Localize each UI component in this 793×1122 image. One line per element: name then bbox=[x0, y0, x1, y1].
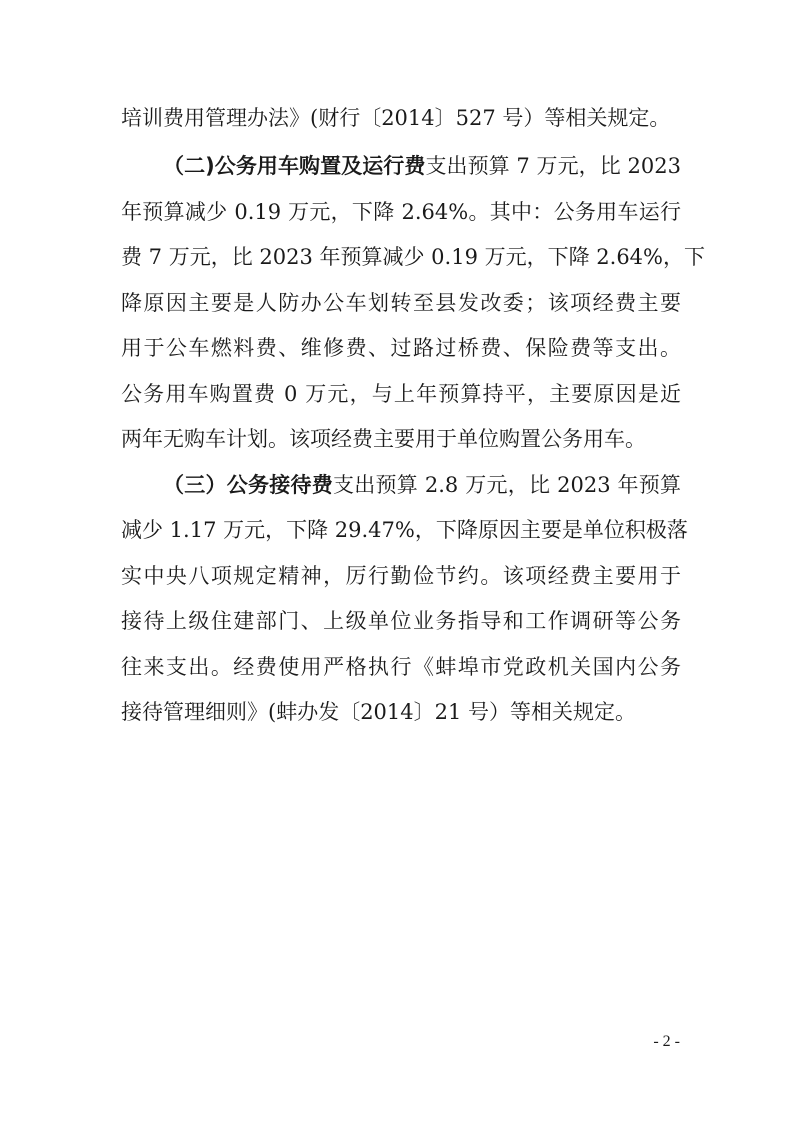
paragraph-line: 接待上级住建部门、上级单位业务指导和工作调研等公务 bbox=[121, 609, 681, 633]
section-heading-line bbox=[163, 152, 681, 180]
paragraph-line: 实中央八项规定精神，厉行勤俭节约。该项经费主要用于 bbox=[121, 564, 681, 588]
paragraph-line: 接待管理细则》(蚌办发〔2014〕21 号）等相关规定。 bbox=[121, 700, 637, 724]
paragraph-line: 用于公车燃料费、维修费、过路过桥费、保险费等支出。 bbox=[121, 336, 681, 360]
paragraph-line: 降原因主要是人防办公车划转至县发改委；该项经费主要 bbox=[121, 291, 681, 315]
paragraph-line: 年预算减少 0.19 万元，下降 2.64%。其中：公务用车运行 bbox=[121, 200, 681, 224]
paragraph-line: 往来支出。经费使用严格执行《蚌埠市党政机关国内公务 bbox=[121, 655, 681, 679]
paragraph-text: 支出预算 2.8 万元，比 2023 年预算 bbox=[332, 473, 681, 497]
paragraph-line: 公务用车购置费 0 万元，与上年预算持平，主要原因是近 bbox=[121, 382, 681, 406]
paragraph-line: 费 7 万元，比 2023 年预算减少 0.19 万元，下降 2.64%，下 bbox=[121, 245, 705, 269]
section-heading: （二)公务用车购置及运行费 bbox=[163, 154, 426, 178]
paragraph-line: 减少 1.17 万元，下降 29.47%，下降原因主要是单位积极落 bbox=[121, 518, 688, 542]
paragraph-text: 支出预算 7 万元，比 2023 bbox=[425, 154, 681, 178]
paragraph-line: 培训费用管理办法》(财行〔2014〕527 号）等相关规定。 bbox=[121, 106, 671, 130]
paragraph-line: 两年无购车计划。该项经费主要用于单位购置公务用车。 bbox=[121, 427, 646, 451]
section-heading-line bbox=[163, 471, 681, 499]
page-number: - 2 - bbox=[653, 1033, 680, 1050]
section-heading: （三）公务接待费 bbox=[163, 473, 333, 497]
